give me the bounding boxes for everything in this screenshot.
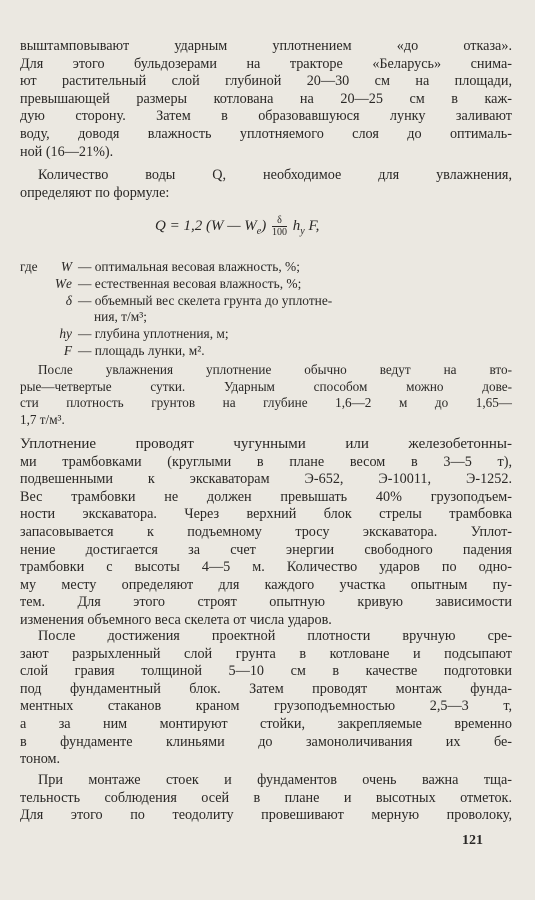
paragraph-water-quantity bbox=[20, 167, 512, 202]
paragraph-tamping-intro bbox=[20, 38, 512, 161]
text-line: После увлажнения уплотнение обычно ведут на вто- bbox=[38, 362, 512, 377]
text-line: При монтаже стоек и фундаментов очень важна тща- bbox=[38, 772, 512, 788]
fraction-denominator: 100 bbox=[271, 227, 287, 238]
definition-text: — площадь лунки, м². bbox=[78, 342, 205, 358]
formula-sub-e: е bbox=[256, 225, 262, 237]
text-line: подвешенными к экскаваторам Э-652, Э-10011, Э-1252. bbox=[20, 471, 512, 488]
paragraph-after-moistening bbox=[20, 362, 512, 428]
paragraph-compaction-equipment bbox=[20, 436, 512, 630]
fraction-numerator: δ bbox=[272, 215, 287, 227]
text-line: слой гравия толщиной 5—10 см в качестве подготовки bbox=[20, 663, 512, 680]
water-formula bbox=[155, 215, 319, 238]
definitions-lead: где bbox=[20, 259, 38, 274]
text-line: дую сторону. Затем в образовавшуюся лунку заливают bbox=[20, 108, 512, 125]
definition-row bbox=[20, 276, 512, 293]
definition-symbol: Wе bbox=[54, 275, 72, 291]
text-line: ности экскаватора. Через верхний блок стрелы трамбовка bbox=[20, 506, 512, 523]
text-line: под фундаментный блок. Затем проводят монтаж фунда- bbox=[20, 680, 512, 697]
formula-lhs: Q = 1,2 (W — W bbox=[155, 217, 257, 234]
text-line: тем. Для этого строят опытную кривую зависимости bbox=[20, 594, 512, 611]
definition-text: — оптимальная весовая влажность, %; bbox=[78, 259, 300, 274]
formula-sub-y: у bbox=[300, 225, 305, 237]
definition-row bbox=[20, 293, 512, 310]
definition-row bbox=[20, 309, 512, 326]
text-line: зают разрыхленный слой грунта в котловане и подсыпают bbox=[20, 645, 512, 662]
definition-symbol: δ bbox=[65, 292, 72, 308]
text-line: сти плотность грунтов на глубине 1,6—2 м до 1,65— bbox=[20, 395, 512, 411]
formula-close: ) bbox=[261, 217, 267, 234]
text-line: а за ним монтируют стойки, закрепляемые временно bbox=[20, 715, 512, 732]
definitions-list bbox=[20, 259, 512, 360]
text-line: изменения объемного веса скелета от числа ударов. bbox=[20, 611, 332, 628]
text-line: ментных стаканов краном грузоподъемностью 2,5—3 т, bbox=[20, 698, 512, 715]
definition-text: — естественная весовая влажность, %; bbox=[78, 275, 302, 291]
text-line: запасовывается к подъемному тросу экскаватора. Уплот- bbox=[20, 523, 512, 540]
text-line: Вес трамбовки не должен превышать 40% грузоподъем- bbox=[20, 488, 512, 505]
text-line: ют растительный слой глубиной 20—30 см на площади, bbox=[20, 73, 512, 90]
text-line: ми трамбовками (круглыми в плане весом в 3—5 т), bbox=[20, 453, 512, 470]
definition-symbol: W bbox=[60, 259, 72, 274]
definition-symbol: F bbox=[63, 342, 72, 358]
definition-continuation: ния, т/м³; bbox=[94, 309, 147, 325]
definition-row bbox=[20, 259, 512, 276]
page-number: 121 bbox=[462, 833, 483, 848]
text-line: Для этого бульдозерами на тракторе «Беларусь» снима- bbox=[20, 55, 512, 72]
text-line: 1,7 т/м³. bbox=[20, 411, 65, 427]
text-line: нение достигается за счет энергии свободного падения bbox=[20, 541, 512, 558]
text-line: Уплотнение проводят чугунными или железобетонны- bbox=[20, 436, 512, 452]
definition-symbol: hу bbox=[59, 326, 72, 342]
definition-text: — объемный вес скелета грунта до уплотне- bbox=[78, 292, 333, 308]
paragraph-alignment bbox=[20, 772, 512, 825]
text-line: Количество воды Q, необходимое для увлажнения, bbox=[38, 167, 512, 183]
formula-tail: F, bbox=[308, 217, 320, 234]
text-line: му месту определяют для каждого участка опытным пу- bbox=[20, 576, 512, 593]
text-line: После достижения проектной плотности вручную сре- bbox=[38, 628, 512, 644]
text-line: тоном. bbox=[20, 751, 61, 768]
text-line: в фундаменте клиньями до замоноличивания их бе- bbox=[20, 733, 512, 750]
text-line: рые—четвертые сутки. Ударным способом можно дове- bbox=[20, 378, 512, 394]
text-line: превышающей размеры котлована на 20—25 см в каж- bbox=[20, 90, 512, 107]
text-line: Для этого по теодолиту провешивают мерную проволоку, bbox=[20, 807, 512, 824]
formula-h: h bbox=[292, 217, 301, 234]
text-line: трамбовки с высоты 4—5 м. Количество ударов по одно- bbox=[20, 559, 512, 576]
formula-fraction bbox=[272, 215, 287, 238]
text-line: ной (16—21%). bbox=[20, 143, 114, 160]
text-line: определяют по формуле: bbox=[20, 184, 170, 201]
paragraph-foundation-mounting bbox=[20, 628, 512, 769]
text-line: воду, доводя влажность уплотняемого слоя до оптималь- bbox=[20, 125, 512, 142]
text-line: тельность соблюдения осей в плане и высотных отметок. bbox=[20, 789, 512, 806]
definition-row bbox=[20, 343, 512, 360]
definition-row bbox=[20, 326, 512, 343]
definition-text: — глубина уплотнения, м; bbox=[78, 326, 229, 342]
text-line: выштамповывают ударным уплотнением «до отказа». bbox=[20, 38, 512, 54]
